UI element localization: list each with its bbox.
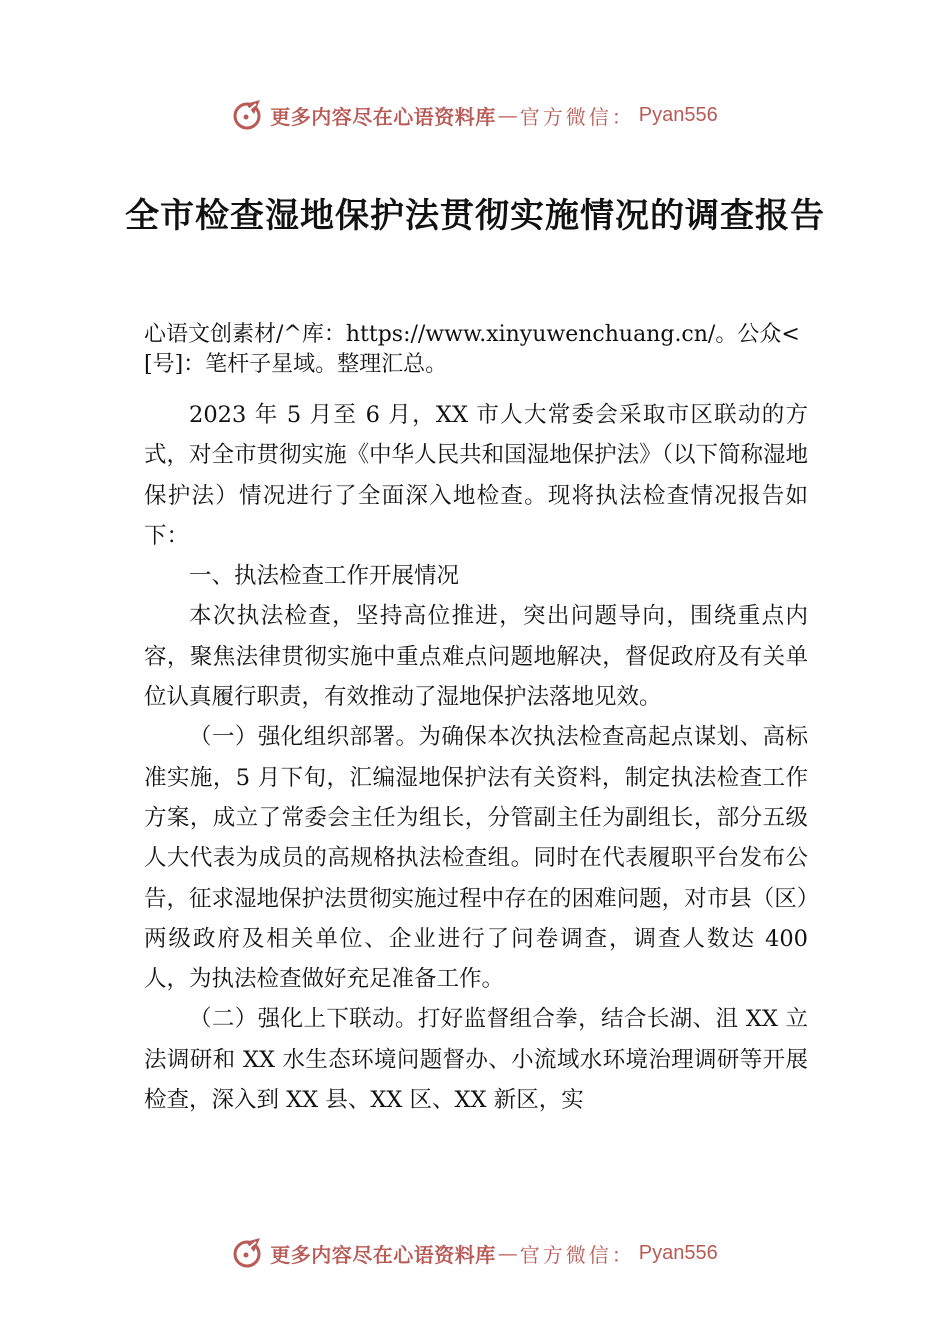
paragraph: （二）强化上下联动。打好监督组合拳，结合长湖、沮 XX 立法调研和 XX 水生态环境问题督办、小流域水环境治理调研等开展检查，深入到 XX 县、XX 区、XX 新区，实 <box>144 1006 808 1114</box>
banner-text: 更多内容尽在心语资料库 <box>270 1242 496 1267</box>
banner-text: 更多内容尽在心语资料库 <box>270 104 496 129</box>
banner-wechat-label: 官方微信： <box>519 104 635 129</box>
banner-wechat-id: Pyan556 <box>638 1241 718 1264</box>
header-watermark-banner <box>0 95 950 135</box>
source-line: 心语文创素材/^库：https://www.xinyuwenchuang.cn/。公众<[号]：笔杆子星域。整理汇总。 <box>144 322 800 377</box>
paragraph: 本次执法检查，坚持高位推进，突出问题导向，围绕重点内容，聚焦法律贯彻实施中重点难点问题地解决，督促政府及有关单位认真履行职责，有效推动了湿地保护法落地见效。 <box>144 603 808 711</box>
banner-wechat-label: 官方微信： <box>519 1242 635 1267</box>
paragraph: （一）强化组织部署。为确保本次执法检查高起点谋划、高标准实施，5 月下旬，汇编湿地保护法有关资料，制定执法检查工作方案，成立了常委会主任为组长，分管副主任为副组长，部分五级人大代表为成员的高规格执法检查组。同时在代表履职平台发布公告，征求湿地保护法贯彻实施过程中存在的困难问题，对市县（区）两级政府及相关单位、企业进行了问卷调查，调查人数达 400 人，为执法检查做好充足准备工作。 <box>144 724 808 993</box>
pen-nib-logo-icon <box>232 1236 266 1270</box>
document-body <box>144 395 808 1120</box>
document-title: 全市检查湿地保护法贯彻实施情况的调查报告 <box>125 196 825 236</box>
banner-dash: — <box>497 1241 518 1265</box>
footer-watermark-banner <box>0 1233 950 1273</box>
section-heading: 一、执法检查工作开展情况 <box>189 563 460 590</box>
banner-dash: — <box>497 103 518 127</box>
pen-nib-logo-icon <box>232 98 266 132</box>
paragraph: 2023 年 5 月至 6 月，XX 市人大常委会采取市区联动的方式，对全市贯彻实施《中华人民共和国湿地保护法》（以下简称湿地保护法）情况进行了全面深入地检查。现将执法检查情况报告如下： <box>144 402 808 549</box>
banner-wechat-id: Pyan556 <box>638 103 718 126</box>
